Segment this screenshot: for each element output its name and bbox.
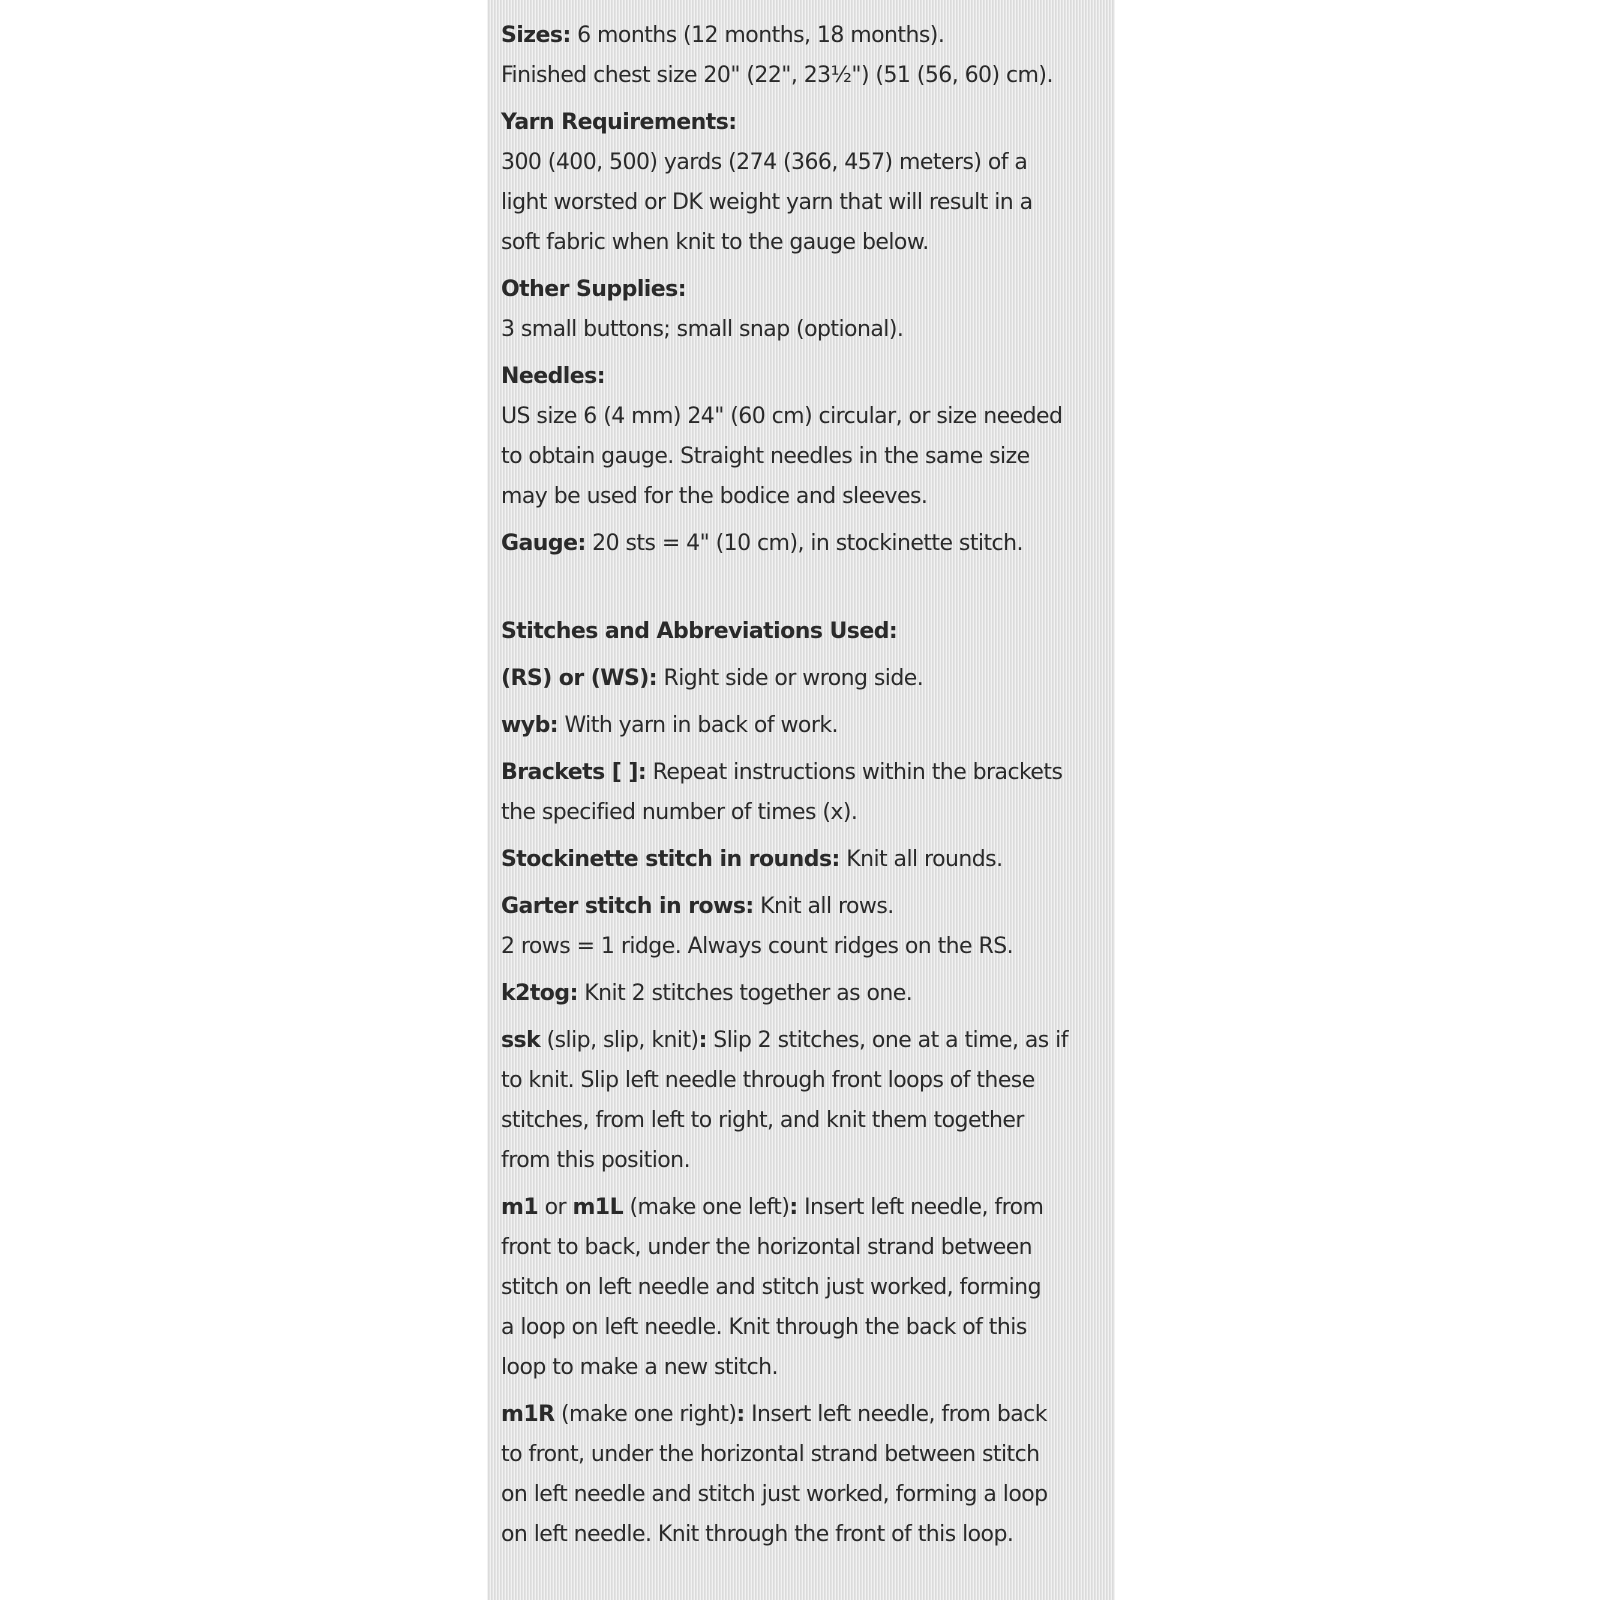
- garter-label: Garter stitch in rows:: [501, 894, 754, 919]
- m1r-entry: [501, 1395, 1101, 1555]
- needles-line: may be used for the bodice and sleeves.: [501, 484, 928, 509]
- m1l-text: front to back, under the horizontal strand between: [501, 1235, 1033, 1260]
- stitches-section: [501, 612, 1101, 652]
- m1r-label: m1R: [501, 1402, 555, 1427]
- m1l-text: Insert left needle, from: [797, 1195, 1044, 1220]
- gauge-label: Gauge:: [501, 531, 586, 556]
- m1l-text: stitch on left needle and stitch just worked, forming: [501, 1275, 1041, 1300]
- ssk-text: from this position.: [501, 1148, 691, 1173]
- sizes-text: 6 months (12 months, 18 months).: [570, 23, 945, 48]
- pattern-info-panel: [487, 0, 1115, 1600]
- wyb-text: With yarn in back of work.: [558, 713, 838, 738]
- ssk-entry: [501, 1021, 1101, 1181]
- m1l-text: loop to make a new stitch.: [501, 1355, 778, 1380]
- wyb-label: wyb:: [501, 713, 559, 738]
- needles-label: Needles:: [501, 364, 605, 389]
- other-supplies-text: 3 small buttons; small snap (optional).: [501, 317, 904, 342]
- k2tog-label: k2tog:: [501, 981, 578, 1006]
- m1l-entry: [501, 1188, 1101, 1388]
- wyb-entry: [501, 706, 1101, 746]
- brackets-label: Brackets [ ]:: [501, 760, 647, 785]
- m1l-label: m1L: [572, 1195, 624, 1220]
- ssk-text: Slip 2 stitches, one at a time, as if: [706, 1028, 1068, 1053]
- yarn-block: [501, 103, 1101, 263]
- brackets-text: Repeat instructions within the brackets: [646, 760, 1063, 785]
- stitches-heading: Stitches and Abbreviations Used:: [501, 619, 898, 644]
- yarn-line: 300 (400, 500) yards (274 (366, 457) meters) of a: [501, 150, 1028, 175]
- m1l-or: or: [538, 1195, 573, 1220]
- rs-ws-text: Right side or wrong side.: [657, 666, 924, 691]
- sizes-block: [501, 16, 1101, 96]
- yarn-line: light worsted or DK weight yarn that will result in a: [501, 190, 1033, 215]
- garter-text: 2 rows = 1 ridge. Always count ridges on the RS.: [501, 934, 1014, 959]
- ssk-text: stitches, from left to right, and knit them together: [501, 1108, 1024, 1133]
- ssk-text: to knit. Slip left needle through front loops of these: [501, 1068, 1035, 1093]
- m1r-text: on left needle. Knit through the front of this loop.: [501, 1522, 1014, 1547]
- other-supplies-block: [501, 270, 1101, 350]
- garter-text: Knit all rows.: [753, 894, 894, 919]
- m1r-text: to front, under the horizontal strand between stitch: [501, 1442, 1040, 1467]
- yarn-line: soft fabric when knit to the gauge below.: [501, 230, 929, 255]
- m1r-text: Insert left needle, from back: [744, 1402, 1047, 1427]
- needles-line: US size 6 (4 mm) 24" (60 cm) circular, or size needed: [501, 404, 1063, 429]
- other-supplies-label: Other Supplies:: [501, 277, 686, 302]
- m1r-paren: (make one right): [554, 1402, 737, 1427]
- k2tog-entry: [501, 974, 1101, 1014]
- stockinette-label: Stockinette stitch in rounds:: [501, 847, 840, 872]
- k2tog-text: Knit 2 stitches together as one.: [577, 981, 913, 1006]
- m1l-paren: (make one left): [623, 1195, 790, 1220]
- sizes-label: Sizes:: [501, 23, 571, 48]
- brackets-entry: [501, 753, 1101, 833]
- m1-label: m1: [501, 1195, 539, 1220]
- rs-ws-label: (RS) or (WS):: [501, 666, 658, 691]
- m1r-colon: :: [736, 1402, 745, 1427]
- garter-entry: [501, 887, 1101, 967]
- stockinette-entry: [501, 840, 1101, 880]
- gauge-text: 20 sts = 4" (10 cm), in stockinette stitch.: [585, 531, 1023, 556]
- m1l-text: a loop on left needle. Knit through the back of this: [501, 1315, 1027, 1340]
- brackets-text: the specified number of times (x).: [501, 800, 858, 825]
- gauge-block: [501, 524, 1101, 564]
- rs-ws-entry: [501, 659, 1101, 699]
- m1l-colon: :: [789, 1195, 798, 1220]
- needles-line: to obtain gauge. Straight needles in the same size: [501, 444, 1030, 469]
- chest-size-text: Finished chest size 20" (22", 23½") (51 (56, 60) cm).: [501, 63, 1053, 88]
- m1r-text: on left needle and stitch just worked, forming a loop: [501, 1482, 1048, 1507]
- ssk-label: ssk: [501, 1028, 541, 1053]
- needles-block: [501, 357, 1101, 517]
- stockinette-text: Knit all rounds.: [839, 847, 1003, 872]
- ssk-paren: (slip, slip, knit): [540, 1028, 699, 1053]
- ssk-colon: :: [698, 1028, 707, 1053]
- yarn-label: Yarn Requirements:: [501, 110, 737, 135]
